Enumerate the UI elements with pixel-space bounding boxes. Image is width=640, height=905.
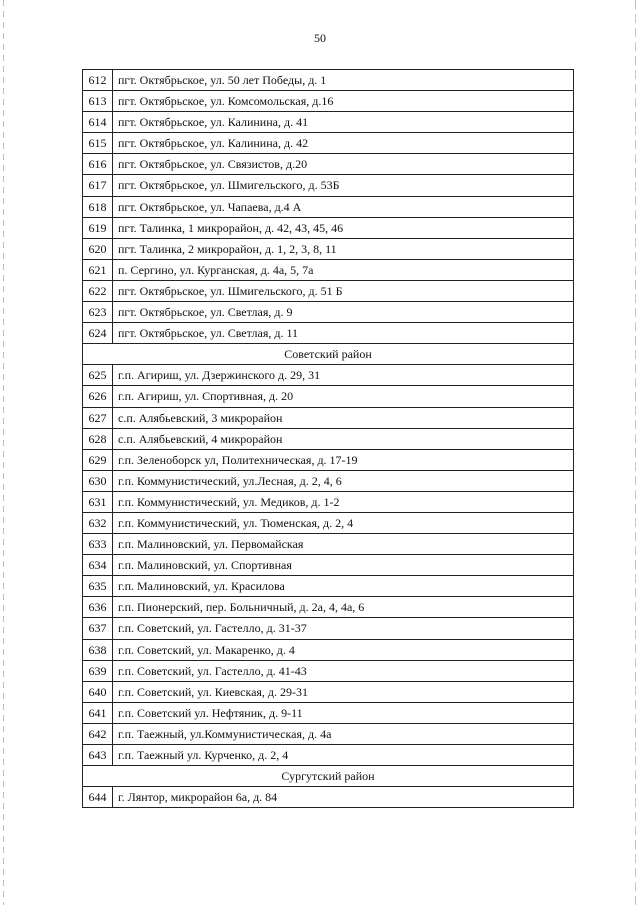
table-row <box>83 154 573 175</box>
row-address: пгт. Октябрьское, ул. Чапаева, д.4 А <box>118 199 302 214</box>
row-number: 642 <box>83 724 113 744</box>
row-address: г.п. Советский, ул. Макаренко, д. 4 <box>118 642 295 657</box>
row-number: 623 <box>83 302 113 322</box>
row-number: 639 <box>83 661 113 681</box>
table-row <box>83 492 573 513</box>
row-number: 614 <box>83 112 113 132</box>
row-address: г.п. Советский, ул. Киевская, д. 29-31 <box>118 684 309 699</box>
row-address: г. Лянтор, микрорайон 6а, д. 84 <box>118 790 278 805</box>
table-row <box>83 133 573 154</box>
row-address: г.п. Советский ул. Нефтяник, д. 9-11 <box>118 705 303 720</box>
table-row <box>83 218 573 239</box>
row-number: 643 <box>83 745 113 765</box>
row-address: г.п. Таежный ул. Курченко, д. 2, 4 <box>118 748 289 762</box>
row-address: пгт. Октябрьское, ул. Шмигельского, д. 51 Б <box>118 283 343 298</box>
row-number: 621 <box>83 260 113 280</box>
row-address: г.п. Таежный, ул.Коммунистическая, д. 4а <box>118 726 332 741</box>
table-row <box>83 450 573 471</box>
row-number: 626 <box>83 386 113 406</box>
row-number: 636 <box>83 597 113 617</box>
row-address: пгт. Октябрьское, ул. Связистов, д.20 <box>118 157 308 172</box>
table-row <box>83 408 573 429</box>
table-row <box>83 745 573 766</box>
row-number: 613 <box>83 91 113 111</box>
row-address: г.п. Советский, ул. Гастелло, д. 31-37 <box>118 621 307 636</box>
row-address: с.п. Алябьевский, 4 микрорайон <box>118 431 283 446</box>
table-group-oktyabrsky <box>83 70 573 344</box>
table-row <box>83 682 573 703</box>
table-group-surgut <box>83 787 573 808</box>
table-row <box>83 112 573 133</box>
row-number: 633 <box>83 534 113 554</box>
row-number: 616 <box>83 154 113 174</box>
page-number: 50 <box>314 31 326 45</box>
table-row <box>83 576 573 597</box>
row-address: г.п. Советский, ул. Гастелло, д. 41-43 <box>118 663 307 678</box>
row-number: 617 <box>83 175 113 195</box>
row-address: пгт. Октябрьское, ул. 50 лет Победы, д. 1 <box>118 73 327 87</box>
table-row <box>83 239 573 260</box>
row-number: 624 <box>83 323 113 343</box>
table-row <box>83 555 573 576</box>
table-row <box>83 703 573 724</box>
row-address: г.п. Агириш, ул. Спортивная, д. 20 <box>118 389 294 404</box>
row-number: 618 <box>83 197 113 217</box>
table-group-sovetsky <box>83 365 573 766</box>
table-row <box>83 302 573 323</box>
row-address: г.п. Коммунистический, ул. Медиков, д. 1-2 <box>118 494 340 509</box>
scan-edge-right <box>635 0 636 905</box>
row-address: г.п. Малиновский, ул. Спортивная <box>118 558 292 573</box>
row-address: пгт. Талинка, 2 микрорайон, д. 1, 2, 3, 8, 11 <box>118 241 337 256</box>
row-address: пгт. Октябрьское, ул. Комсомольская, д.16 <box>118 94 334 109</box>
scan-edge-left <box>3 0 4 905</box>
row-address: г.п. Коммунистический, ул. Тюменская, д. 2, 4 <box>118 515 354 530</box>
row-address: г.п. Агириш, ул. Дзержинского д. 29, 31 <box>118 368 321 383</box>
row-number: 632 <box>83 513 113 533</box>
row-address: пгт. Талинка, 1 микрорайон, д. 42, 43, 45, 46 <box>118 220 344 235</box>
table-row <box>83 787 573 808</box>
row-address: пгт. Октябрьское, ул. Калинина, д. 41 <box>118 115 309 130</box>
row-number: 627 <box>83 408 113 428</box>
table-row <box>83 365 573 386</box>
row-address: г.п. Зеленоборск ул, Политехническая, д. 17-19 <box>118 452 358 467</box>
row-address: п. Сергино, ул. Курганская, д. 4а, 5, 7а <box>118 262 314 277</box>
table-row <box>83 724 573 745</box>
row-address: г.п. Малиновский, ул. Красилова <box>118 579 285 594</box>
table-row <box>83 323 573 344</box>
row-number: 625 <box>83 365 113 385</box>
row-number: 615 <box>83 133 113 153</box>
table-row <box>83 513 573 534</box>
row-number: 638 <box>83 640 113 660</box>
row-address: пгт. Октябрьское, ул. Светлая, д. 11 <box>118 326 299 341</box>
row-number: 641 <box>83 703 113 723</box>
row-address: г.п. Пионерский, пер. Больничный, д. 2а, 4, 4а, 6 <box>118 600 365 615</box>
table-row <box>83 661 573 682</box>
table-row <box>83 175 573 196</box>
row-number: 622 <box>83 281 113 301</box>
row-address: пгт. Октябрьское, ул. Светлая, д. 9 <box>118 305 293 320</box>
section-header-surgut: Сургутский район <box>83 766 573 787</box>
table-row <box>83 91 573 112</box>
table-row <box>83 260 573 281</box>
row-address: пгт. Октябрьское, ул. Калинина, д. 42 <box>118 136 309 151</box>
table-row <box>83 386 573 407</box>
row-number: 634 <box>83 555 113 575</box>
row-address: г.п. Малиновский, ул. Первомайская <box>118 537 304 552</box>
row-number: 619 <box>83 218 113 238</box>
table-row <box>83 197 573 218</box>
table-row <box>83 618 573 639</box>
address-table <box>82 69 574 808</box>
table-row <box>83 429 573 450</box>
row-number: 629 <box>83 450 113 470</box>
row-number: 640 <box>83 682 113 702</box>
table-row <box>83 70 573 91</box>
row-address: г.п. Коммунистический, ул.Лесная, д. 2, 4, 6 <box>118 473 342 488</box>
table-row <box>83 534 573 555</box>
table-row <box>83 597 573 618</box>
row-number: 635 <box>83 576 113 596</box>
section-header-sovetsky: Советский район <box>83 344 573 365</box>
row-number: 612 <box>83 70 113 90</box>
row-number: 637 <box>83 618 113 638</box>
row-number: 644 <box>83 787 113 807</box>
row-number: 630 <box>83 471 113 491</box>
row-address: пгт. Октябрьское, ул. Шмигельского, д. 53Б <box>118 178 340 193</box>
row-number: 631 <box>83 492 113 512</box>
table-row <box>83 471 573 492</box>
row-address: с.п. Алябьевский, 3 микрорайон <box>118 410 283 425</box>
table-row <box>83 281 573 302</box>
row-number: 628 <box>83 429 113 449</box>
row-number: 620 <box>83 239 113 259</box>
table-row <box>83 640 573 661</box>
